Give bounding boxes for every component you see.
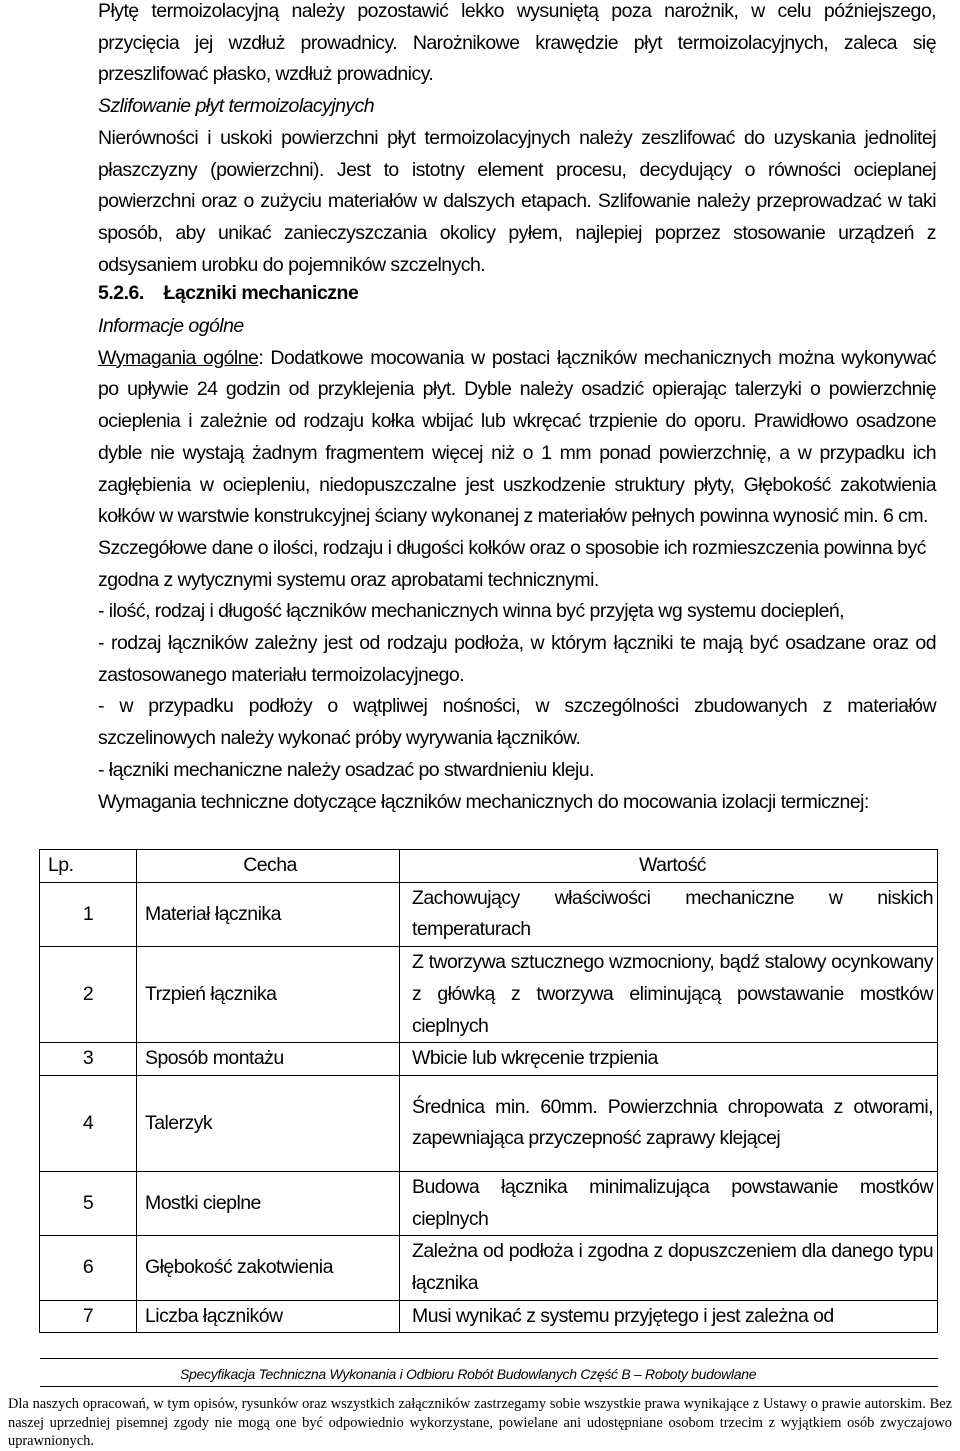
- section-title: Łączniki mechaniczne: [163, 282, 359, 304]
- specification-table: [39, 849, 938, 1333]
- grinding-text: Nierówności i uskoki powierzchni płyt termoizolacyjnych należy zeszlifować do uzyskania jednolitej płaszczyzny (powierzchni). Jest to istotny element procesu, decydujący o równości ocieplanej powierzchni oraz o zużyciu materiałów w dalszych etapach. Szlifowanie należy przeprowadzać w taki sposób, aby unikać zanieczyszczania okolicy pyłem, najlepiej poprzez stosowanie urządzeń z odsysaniem urobku do pojemników szczelnych.: [98, 126, 936, 276]
- row-feature: Materiał łącznika: [137, 882, 400, 946]
- row-number: 2: [40, 947, 137, 1043]
- copyright-note: Dla naszych opracowań, w tym opisów, rysunków oraz wszystkich załączników zastrzegamy sobie wszystkie prawa wynikające z Ustawy o prawie autorskim. Bez naszej uprzedniej pisemnej zgody nie mogą one być odpowiednio wykorzystane, powielane ani udostępniane osobom trzecim z wyjątkiem osób zwyczajowo uprawnionych.: [8, 1396, 952, 1449]
- general-info-block: [98, 311, 936, 818]
- row-feature: Głębokość zakotwienia: [137, 1236, 400, 1300]
- table-row: [40, 1043, 938, 1076]
- bullet-item: - w przypadku podłoży o wątpliwej nośności, w szczególności zbudowanych z materiałów szczelinowych należy wykonać próby wyrywania łączników.: [98, 695, 936, 750]
- section-heading: [98, 282, 358, 305]
- details-text: Szczegółowe dane o ilości, rodzaju i długości kołków oraz o sposobie ich rozmieszczenia powinna być zgodna z wytycznymi systemu oraz aprobatami technicznymi.: [98, 536, 926, 591]
- bullet-item: - ilość, rodzaj i długość łączników mechanicznych winna być przyjęta wg systemu dociepleń,: [98, 600, 845, 623]
- row-number: 4: [40, 1075, 137, 1171]
- row-value: Musi wynikać z systemu przyjętego i jest zależna od: [400, 1300, 938, 1333]
- header-lp: Lp.: [40, 850, 137, 883]
- intro-paragraph: [98, 0, 936, 281]
- table-row: [40, 947, 938, 1043]
- row-value: Zależna od podłoża i zgodna z dopuszczeniem dla danego typu łącznika: [400, 1236, 938, 1300]
- row-value: Z tworzywa sztucznego wzmocniony, bądź stalowy ocynkowany z główką z tworzywa eliminującą powstawanie mostków cieplnych: [400, 947, 938, 1043]
- footer-divider: [40, 1358, 938, 1359]
- table-header-row: [40, 850, 938, 883]
- table-row: [40, 882, 938, 946]
- header-value: Wartość: [400, 850, 938, 883]
- section-number: 5.2.6.: [98, 282, 144, 304]
- requirements-label: Wymagania ogólne: [98, 346, 259, 369]
- row-number: 7: [40, 1300, 137, 1333]
- row-feature: Liczba łączników: [137, 1300, 400, 1333]
- header-feature: Cecha: [137, 850, 400, 883]
- row-number: 5: [40, 1171, 137, 1235]
- general-requirements: [98, 343, 936, 533]
- table-row: [40, 1075, 938, 1171]
- row-feature: Mostki cieplne: [137, 1171, 400, 1235]
- requirements-text: : Dodatkowe mocowania w postaci łączników mechanicznych można wykonywać po upływie 24 godzin od przyklejenia płyt. Dyble należy osadzić opierając talerzyki o powierzchnię ocieplenia i zależnie od rodzaju kołka wbijać lub wkręcać trzpienie do oporu. Prawidłowo osadzone dyble nie wystają żadnym fragmentem więcej niż o 1 mm ponad powierzchnię, a w przypadku ich zagłębienia w ociepleniu, niedopuszczalne jest uszkodzenie struktury płyty, Głębokość zakotwienia kołków w warstwie konstrukcyjnej ściany wykonanej z materiałów pełnych powinna wynosić min. 6 cm.: [98, 346, 936, 528]
- table-caption: Wymagania techniczne dotyczące łączników mechanicznych do mocowania izolacji termicznej:: [98, 790, 869, 813]
- row-feature: Trzpień łącznika: [137, 947, 400, 1043]
- row-value: Budowa łącznika minimalizująca powstawanie mostków cieplnych: [400, 1171, 938, 1235]
- table-row: [40, 1171, 938, 1235]
- bullet-item: - łączniki mechaniczne należy osadzać po stwardnieniu kleju.: [98, 758, 594, 781]
- row-value: Zachowujący właściwości mechaniczne w niskich temperaturach: [400, 882, 938, 946]
- row-number: 3: [40, 1043, 137, 1076]
- general-info-heading: Informacje ogólne: [98, 315, 244, 337]
- footer-title: Specyfikacja Techniczna Wykonania i Odbioru Robót Budowlanych Część B – Roboty budowlane: [180, 1366, 757, 1382]
- row-feature: Talerzyk: [137, 1075, 400, 1171]
- row-value: Wbicie lub wkręcenie trzpienia: [400, 1043, 938, 1076]
- row-number: 6: [40, 1236, 137, 1300]
- subsection-heading: Szlifowanie płyt termoizolacyjnych: [98, 95, 375, 118]
- footer-divider: [40, 1386, 938, 1387]
- row-number: 1: [40, 882, 137, 946]
- table-row: [40, 1300, 938, 1333]
- bullet-item: - rodzaj łączników zależny jest od rodzaju podłoża, w którym łączniki te mają być osadzane oraz od zastosowanego materiału termoizolacyjnego.: [98, 632, 936, 686]
- row-value: Średnica min. 60mm. Powierzchnia chropowata z otworami, zapewniająca przyczepność zaprawy klejącej: [400, 1075, 938, 1171]
- intro-text: Płytę termoizolacyjną należy pozostawić lekko wysuniętą poza narożnik, w celu późniejszego, przycięcia jej wzdłuż prowadnicy. Narożnikowe krawędzie płyt termoizolacyjnych, zaleca się przeszlifować płasko, wzdłuż prowadnicy.: [98, 0, 936, 86]
- row-feature: Sposób montażu: [137, 1043, 400, 1076]
- table-row: [40, 1236, 938, 1300]
